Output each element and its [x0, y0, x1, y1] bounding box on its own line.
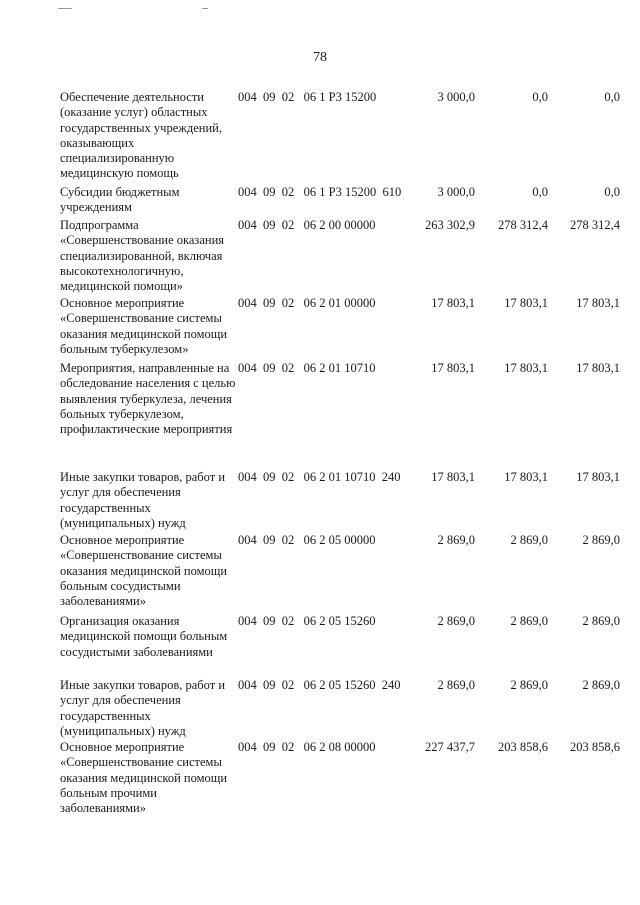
value-year-3: 278 312,4: [570, 218, 620, 232]
value-year-1: 3 000,0: [437, 90, 475, 104]
value-year-2: 2 869,0: [510, 533, 548, 547]
value-year-3: 2 869,0: [582, 678, 620, 692]
item-name: Иные закупки товаров, работ и услуг для обеспечения государственных (муниципальных) нужд: [60, 678, 226, 738]
value-year-2: 2 869,0: [510, 678, 548, 692]
value-year-1: 3 000,0: [437, 185, 475, 199]
value-year-3: 2 869,0: [582, 614, 620, 628]
value-year-3: 17 803,1: [576, 470, 620, 484]
value-year-2: 203 858,6: [498, 740, 548, 754]
value-year-2: 278 312,4: [498, 218, 548, 232]
item-name: Иные закупки товаров, работ и услуг для обеспечения государственных (муниципальных) нужд: [60, 470, 226, 530]
value-year-1: 2 869,0: [437, 614, 475, 628]
budget-codes: 004 09 02 06 2 01 10710: [238, 361, 376, 375]
page-number: 78: [313, 50, 327, 65]
value-year-1: 227 437,7: [425, 740, 475, 754]
value-year-2: 17 803,1: [504, 296, 548, 310]
budget-codes: 004 09 02 06 2 05 15260 240: [238, 678, 401, 692]
value-year-2: 17 803,1: [504, 470, 548, 484]
value-year-3: 17 803,1: [576, 296, 620, 310]
value-year-3: 203 858,6: [570, 740, 620, 754]
value-year-1: 17 803,1: [431, 361, 475, 375]
item-name: Организация оказания медицинской помощи больным сосудистыми заболеваниями: [60, 614, 228, 659]
item-name: Обеспечение деятельности (оказание услуг) областных государственных учреждений, оказывающих специализированную медицинскую помощь: [60, 90, 222, 181]
budget-codes: 004 09 02 06 2 00 00000: [238, 218, 376, 232]
value-year-3: 0,0: [604, 185, 620, 199]
item-name: Основное мероприятие «Совершенствование системы оказания медицинской помощи больным сосудистыми заболеваниями»: [60, 533, 228, 609]
value-year-1: 17 803,1: [431, 470, 475, 484]
budget-codes: 004 09 02 06 2 01 00000: [238, 296, 376, 310]
budget-codes: 004 09 02 06 2 08 00000: [238, 740, 376, 754]
item-name: Основное мероприятие «Совершенствование системы оказания медицинской помощи больным туберкулезом»: [60, 296, 228, 356]
value-year-1: 17 803,1: [431, 296, 475, 310]
budget-codes: 004 09 02 06 1 Р3 15200 610: [238, 185, 402, 199]
value-year-2: 0,0: [532, 185, 548, 199]
value-year-2: 2 869,0: [510, 614, 548, 628]
value-year-3: 17 803,1: [576, 361, 620, 375]
item-name: Основное мероприятие «Совершенствование системы оказания медицинской помощи больным прочими заболеваниями»: [60, 740, 228, 816]
scan-mark-left: [58, 8, 72, 9]
value-year-2: 17 803,1: [504, 361, 548, 375]
value-year-3: 2 869,0: [582, 533, 620, 547]
value-year-1: 2 869,0: [437, 533, 475, 547]
budget-codes: 004 09 02 06 2 05 15260: [238, 614, 376, 628]
value-year-3: 0,0: [604, 90, 620, 104]
budget-codes: 004 09 02 06 2 01 10710 240: [238, 470, 401, 484]
scan-mark-right: [202, 8, 208, 9]
value-year-2: 0,0: [532, 90, 548, 104]
budget-codes: 004 09 02 06 1 Р3 15200: [238, 90, 377, 104]
value-year-1: 2 869,0: [437, 678, 475, 692]
value-year-1: 263 302,9: [425, 218, 475, 232]
item-name: Субсидии бюджетным учреждениям: [60, 185, 180, 215]
item-name: Мероприятия, направленные на обследование населения с целью выявления туберкулеза, лечения больных туберкулезом, профилактические мероприятия: [60, 361, 236, 437]
item-name: Подпрограмма «Совершенствование оказания специализированной, включая высокотехнологичную, медицинской помощи»: [60, 218, 225, 294]
budget-codes: 004 09 02 06 2 05 00000: [238, 533, 376, 547]
